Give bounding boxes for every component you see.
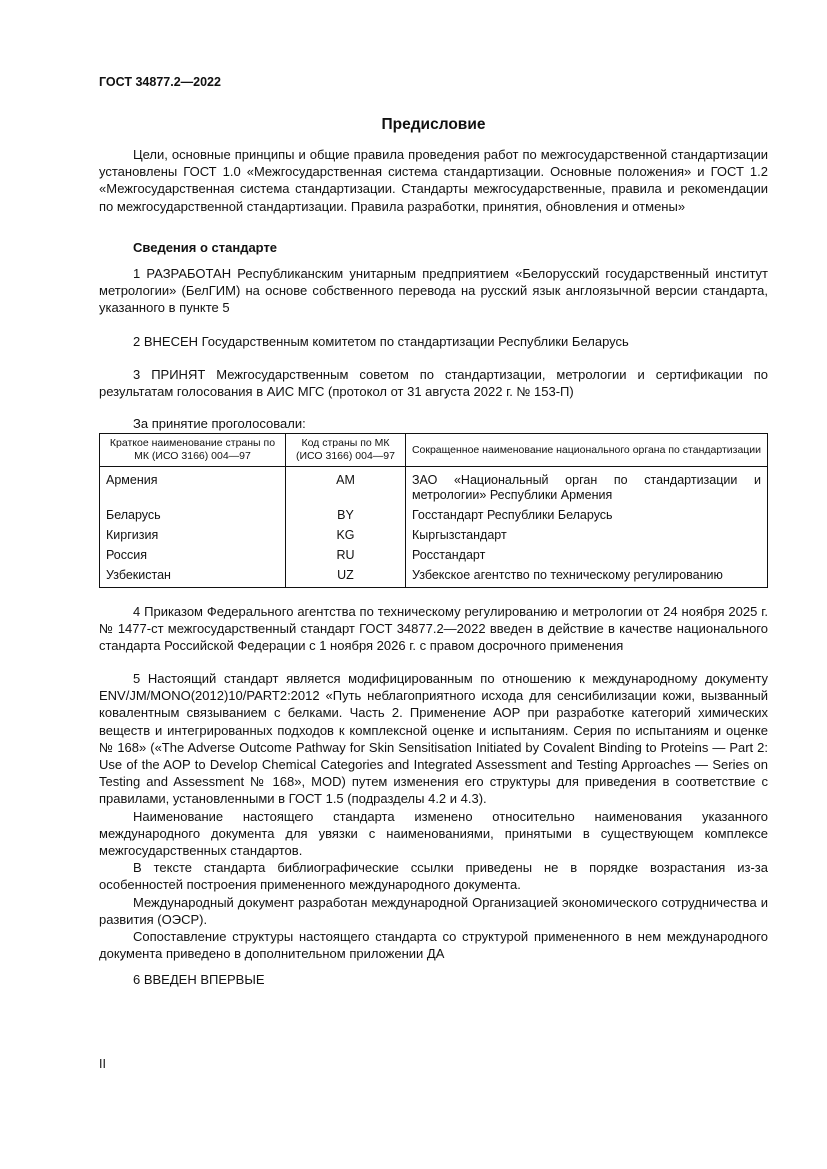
cell-body: Госстандарт Республики Беларусь	[406, 505, 768, 525]
item-5-paragraph: 5 Настоящий стандарт является модифицированным по отношению к международному документу ENV/JM/MONO(2012)10/PART2:2012 «Путь неблагоприятного исхода для сенсибилизации кожи, вызванный ковалентным связыванием с белками. Часть 2. Применение АОР при разработке категорий химических веществ и интегрированных подходов к комплексной оценке и испытаниям. Серия по испытаниям и оценке № 168» («The Adverse Outcome Pathway for Skin Sensitisation Initiated by Covalent Binding to Proteins — Part 2: Use of the AOP to Develop Chemical Categories and Integrated Assessment and Testing Approaches — Series on Testing and Assessment № 168», MOD) путем изменения его структуры для приведения в соответствие с правилами, установленными в ГОСТ 1.5 (подразделы 4.2 и 4.3).	[99, 671, 768, 807]
item-5-paragraph: Сопоставление структуры настоящего стандарта со структурой примененного в нем международного документа приведено в дополнительном приложении ДА	[99, 929, 768, 962]
item-1	[99, 265, 768, 317]
countries-table	[99, 433, 768, 588]
header-body: Сокращенное наименование национального органа по стандартизации	[406, 434, 768, 467]
header-code: Код страны по МК (ИСО 3166) 004—97	[286, 434, 406, 467]
cell-country: Киргизия	[100, 525, 286, 545]
item-4-text: 4 Приказом Федерального агентства по техническому регулированию и метрологии от 24 ноября 2025 г. № 1477-ст межгосударственный стандарт ГОСТ 34877.2—2022 введен в действие в качестве национального стандарта Российской Федерации с 1 ноября 2026 г. с правом досрочного применения	[99, 604, 768, 654]
cell-code: UZ	[286, 565, 406, 588]
page-number: II	[99, 1057, 106, 1071]
intro-paragraph	[99, 146, 768, 215]
header-country: Краткое наименование страны по МК (ИСО 3166) 004—97	[100, 434, 286, 467]
cell-body: Кыргызстандарт	[406, 525, 768, 545]
item-4	[99, 603, 768, 655]
item-1-text: 1 РАЗРАБОТАН Республиканским унитарным предприятием «Белорусский государственный институт метрологии» (БелГИМ) на основе собственного перевода на русский язык англоязычной версии стандарта, указанного в пункте 5	[99, 266, 768, 316]
item-5	[99, 670, 768, 962]
table-header-row	[100, 434, 768, 467]
table-row	[100, 565, 768, 588]
item-5-paragraph: Наименование настоящего стандарта изменено относительно наименования указанного международного документа для увязки с наименованиями, принятыми в существующем комплексе межгосударственных стандартов.	[99, 808, 768, 859]
item-2	[99, 333, 768, 350]
intro-text: Цели, основные принципы и общие правила проведения работ по межгосударственной стандартизации установлены ГОСТ 1.0 «Межгосударственная система стандартизации. Основные положения» и ГОСТ 1.2 «Межгосударственная система стандартизации. Стандарты межгосударственные, правила и рекомендации по межгосударственной стандартизации. Правила разработки, принятия, обновления и отмены»	[99, 147, 768, 214]
page-title: Предисловие	[381, 116, 486, 133]
item-6: 6 ВВЕДЕН ВПЕРВЫЕ	[133, 972, 265, 987]
item-2-text: 2 ВНЕСЕН Государственным комитетом по стандартизации Республики Беларусь	[133, 334, 629, 349]
info-heading: Сведения о стандарте	[133, 240, 278, 255]
cell-code: RU	[286, 545, 406, 565]
cell-body: ЗАО «Национальный орган по стандартизации и метрологии» Республики Армения	[406, 467, 768, 506]
cell-body: Узбекское агентство по техническому регулированию	[406, 565, 768, 588]
table-row	[100, 545, 768, 565]
cell-code: BY	[286, 505, 406, 525]
cell-country: Беларусь	[100, 505, 286, 525]
item-3	[99, 366, 768, 400]
item-3-text: 3 ПРИНЯТ Межгосударственным советом по стандартизации, метрологии и сертификации по результатам голосования в АИС МГС (протокол от 31 августа 2022 г. № 153-П)	[99, 367, 768, 400]
table-row	[100, 525, 768, 545]
cell-code: AM	[286, 467, 406, 506]
cell-country: Армения	[100, 467, 286, 506]
cell-body: Росстандарт	[406, 545, 768, 565]
table-row	[100, 467, 768, 506]
cell-code: KG	[286, 525, 406, 545]
table-row	[100, 505, 768, 525]
voted-label: За принятие проголосовали:	[133, 416, 306, 431]
item-5-paragraph: Международный документ разработан международной Организацией экономического сотрудничества и развития (ОЭСР).	[99, 894, 768, 927]
standard-code: ГОСТ 34877.2—2022	[99, 75, 221, 89]
cell-country: Россия	[100, 545, 286, 565]
item-5-paragraph: В тексте стандарта библиографические ссылки приведены не в порядке возрастания из-за особенностей построения примененного международного документа.	[99, 860, 768, 893]
cell-country: Узбекистан	[100, 565, 286, 588]
